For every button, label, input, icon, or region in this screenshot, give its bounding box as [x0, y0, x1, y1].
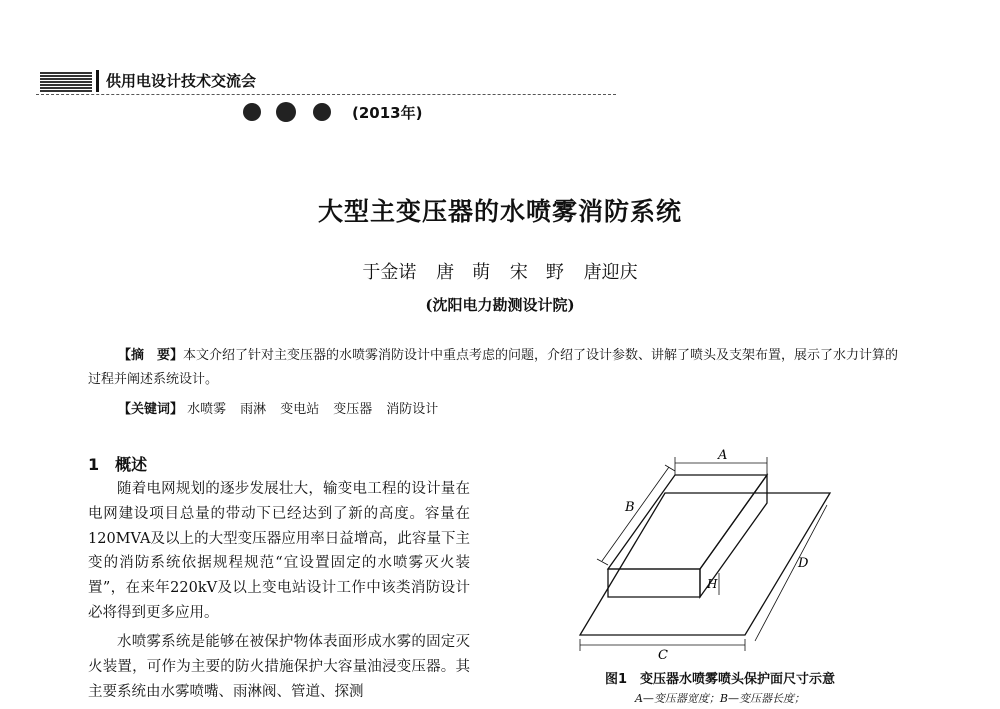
header-separator: [96, 70, 99, 92]
figure-legend: A—变压器宽度；B—变压器长度；: [634, 692, 806, 705]
keyword: 水喷雾: [187, 402, 227, 417]
author: 宋 野: [509, 262, 564, 283]
dim-label-a: A: [718, 448, 728, 463]
keyword: 雨淋: [240, 402, 267, 417]
author: 唐迎庆: [583, 262, 638, 283]
affiliation: (沈阳电力勘测设计院): [425, 296, 575, 314]
dim-label-h: H: [707, 577, 718, 591]
decorative-dots-icon: [240, 100, 340, 124]
dim-label-b: B: [625, 500, 635, 515]
author-list: [0, 258, 1000, 284]
keyword: 消防设计: [386, 402, 439, 417]
transformer-top: [608, 475, 767, 569]
conference-year: (2013年): [352, 104, 423, 122]
protection-plane: [580, 493, 830, 635]
body-paragraph: 随着电网规划的逐步发展壮大，输变电工程的设计量在电网建设项目总量的带动下已经达到了新的高度。容量在120MVA及以上的大型变压器应用率日益增高，此容量下主变的消防系统依据规程规范“宜设置固定的水喷雾灭火装置”，在来年220kV及以上变电站设计工作中该类消防设计必将得到更多应用。: [88, 481, 470, 621]
author: 唐 萌: [436, 262, 491, 283]
body-paragraph: 水喷雾系统是能够在被保护物体表面形成水雾的固定灭火装置，可作为主要的防火措施保护大容量油浸变压器。其主要系统由水雾喷嘴、雨淋阀、管道、探测: [88, 634, 470, 700]
abstract-label: 【摘 要】: [118, 348, 184, 363]
figure-caption: 图1 变压器水喷雾喷头保护面尺寸示意: [604, 672, 836, 687]
keywords: [118, 398, 452, 417]
header-dashed-rule: [36, 94, 616, 95]
keyword: 变电站: [280, 402, 320, 417]
keywords-label: 【关键词】: [118, 402, 184, 417]
keyword: 变压器: [333, 402, 373, 417]
paper-title: 大型主变压器的水喷雾消防系统: [317, 197, 682, 226]
transformer-front: [608, 569, 700, 597]
dim-label-d: D: [798, 556, 809, 571]
author: 于金诺: [362, 262, 417, 283]
section-heading: 1 概述: [88, 455, 148, 474]
transformer-dimension-diagram: [575, 445, 875, 665]
abstract: [88, 344, 908, 392]
dim-label-c: C: [658, 648, 668, 663]
abstract-text: 本文介绍了针对主变压器的水喷雾消防设计中重点考虑的问题，介绍了设计参数、讲解了喷头及支架布置，展示了水力计算的过程并阐述系统设计。: [88, 348, 899, 387]
conference-name: 供用电设计技术交流会: [106, 72, 257, 90]
header-stripe-logo: [40, 72, 92, 92]
